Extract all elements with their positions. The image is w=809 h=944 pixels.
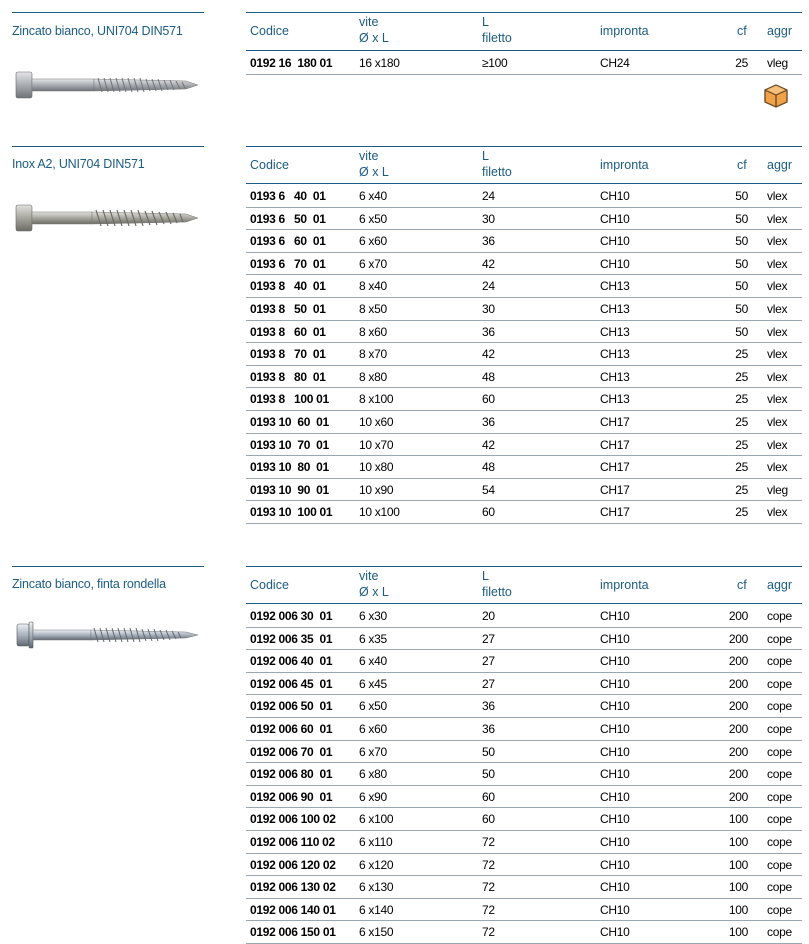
cell-aggr: cope <box>767 812 792 827</box>
cell-cf: 50 <box>735 302 748 316</box>
header-cf: cf <box>737 578 747 592</box>
table-row <box>246 694 802 718</box>
cell-cf: 25 <box>735 482 748 497</box>
cell-filetto: 60 <box>482 505 495 520</box>
cell-filetto: 72 <box>482 857 495 872</box>
cell-aggr: vlex <box>767 189 788 203</box>
header-filetto: filetto <box>482 585 512 599</box>
cell-filetto: 36 <box>482 699 495 714</box>
cell-impronta: CH17 <box>600 482 630 497</box>
cell-cf: 50 <box>735 279 748 294</box>
cell-filetto: 72 <box>482 925 495 940</box>
cell-codice: 0192 006 150 01 <box>250 925 336 940</box>
cell-aggr: cope <box>767 925 792 940</box>
cell-vite: 16 x180 <box>359 56 400 70</box>
cell-cf: 25 <box>735 415 748 429</box>
cell-vite: 10 x100 <box>359 505 400 520</box>
cell-filetto: 72 <box>482 902 495 917</box>
table-row <box>246 500 802 524</box>
cell-impronta: CH10 <box>600 609 630 623</box>
cell-filetto: 36 <box>482 324 495 339</box>
table-row <box>246 740 802 764</box>
cell-vite: 6 x120 <box>359 857 394 872</box>
cell-vite: 10 x90 <box>359 482 394 497</box>
cell-cf: 50 <box>735 256 748 271</box>
cell-cf: 50 <box>735 189 748 203</box>
cell-codice: 0192 006 140 01 <box>250 902 336 917</box>
section-title: Zincato bianco, UNI704 DIN571 <box>12 24 183 38</box>
cell-aggr: cope <box>767 880 792 895</box>
header-l: L <box>482 569 489 583</box>
cell-impronta: CH13 <box>600 302 630 316</box>
cell-impronta: CH10 <box>600 699 630 714</box>
cell-impronta: CH10 <box>600 211 630 226</box>
cell-cf: 100 <box>728 857 748 872</box>
cell-vite: 6 x45 <box>359 676 387 691</box>
cell-vite: 6 x90 <box>359 789 387 804</box>
cell-impronta: CH24 <box>600 56 630 70</box>
cell-codice: 0192 006 50 01 <box>250 699 333 714</box>
cell-vite: 6 x60 <box>359 234 387 249</box>
table-row <box>246 410 802 434</box>
table-top-rule <box>246 12 802 13</box>
cell-aggr: vlex <box>767 256 788 271</box>
cell-aggr: cope <box>767 654 792 669</box>
cell-aggr: vleg <box>767 56 788 70</box>
table-row <box>246 455 802 479</box>
cell-aggr: cope <box>767 857 792 872</box>
cell-codice: 0193 8 80 01 <box>250 369 326 384</box>
header-vite-dim: Ø x L <box>359 31 389 45</box>
table-top-rule <box>246 146 802 147</box>
cell-aggr: vlex <box>767 347 788 362</box>
cell-vite: 6 x80 <box>359 767 387 782</box>
cell-impronta: CH10 <box>600 234 630 249</box>
cell-aggr: cope <box>767 676 792 691</box>
cell-vite: 6 x30 <box>359 609 387 623</box>
cell-filetto: 30 <box>482 211 495 226</box>
cell-codice: 0192 006 40 01 <box>250 654 333 669</box>
cell-vite: 6 x70 <box>359 256 387 271</box>
cell-aggr: cope <box>767 631 792 646</box>
cell-codice: 0193 10 80 01 <box>250 460 329 475</box>
cell-aggr: vlex <box>767 211 788 226</box>
table-row <box>246 717 802 741</box>
cell-vite: 8 x60 <box>359 324 387 339</box>
cell-filetto: 60 <box>482 812 495 827</box>
table-row <box>246 649 802 673</box>
cell-vite: 8 x100 <box>359 392 394 407</box>
cell-cf: 100 <box>728 812 748 827</box>
cell-vite: 6 x140 <box>359 902 394 917</box>
cell-cf: 200 <box>728 631 748 646</box>
table-row <box>246 274 802 298</box>
table-row <box>246 387 802 411</box>
cell-vite: 6 x100 <box>359 812 394 827</box>
cell-cf: 200 <box>728 722 748 736</box>
cell-filetto: 72 <box>482 880 495 895</box>
cell-codice: 0193 8 40 01 <box>250 279 326 294</box>
header-l: L <box>482 149 489 163</box>
cell-codice: 0192 006 110 02 <box>250 835 335 849</box>
cell-aggr: cope <box>767 789 792 804</box>
cell-codice: 0193 6 40 01 <box>250 189 326 203</box>
header-vite: vite <box>359 15 379 29</box>
header-filetto: filetto <box>482 31 512 45</box>
cell-impronta: CH10 <box>600 789 630 804</box>
cell-impronta: CH17 <box>600 460 630 475</box>
table-row <box>246 365 802 389</box>
cell-codice: 0193 8 60 01 <box>250 324 326 339</box>
cell-codice: 0193 8 100 01 <box>250 392 329 407</box>
cell-vite: 10 x60 <box>359 415 394 429</box>
cell-codice: 0192 006 130 02 <box>250 880 336 895</box>
cell-vite: 6 x60 <box>359 722 387 736</box>
cell-filetto: 42 <box>482 437 495 452</box>
table-row <box>246 807 802 831</box>
cell-cf: 25 <box>735 392 748 407</box>
cell-aggr: vleg <box>767 482 788 497</box>
table-row <box>246 898 802 922</box>
cell-vite: 8 x50 <box>359 302 387 316</box>
cell-cf: 200 <box>728 789 748 804</box>
cell-cf: 200 <box>728 767 748 782</box>
cell-aggr: vlex <box>767 279 788 294</box>
cell-vite: 8 x70 <box>359 347 387 362</box>
cell-impronta: CH10 <box>600 902 630 917</box>
table-row <box>246 762 802 786</box>
cell-filetto: 54 <box>482 482 495 497</box>
cell-vite: 6 x35 <box>359 631 387 646</box>
header-codice: Codice <box>250 24 289 38</box>
cell-codice: 0192 006 30 01 <box>250 609 333 623</box>
table-row <box>246 51 802 75</box>
cell-impronta: CH10 <box>600 189 630 203</box>
cell-cf: 200 <box>728 654 748 669</box>
cell-filetto: 60 <box>482 392 495 407</box>
cell-vite: 6 x150 <box>359 925 394 940</box>
cell-aggr: vlex <box>767 505 788 520</box>
cell-codice: 0193 6 50 01 <box>250 211 326 226</box>
cell-codice: 0193 6 60 01 <box>250 234 326 249</box>
cell-vite: 6 x50 <box>359 699 387 714</box>
table-row <box>246 672 802 696</box>
cell-impronta: CH13 <box>600 324 630 339</box>
cell-impronta: CH10 <box>600 744 630 759</box>
table-top-rule <box>246 566 802 567</box>
cell-impronta: CH17 <box>600 505 630 520</box>
cell-cf: 25 <box>735 347 748 362</box>
cell-vite: 6 x110 <box>359 835 393 849</box>
header-l: L <box>482 15 489 29</box>
cell-filetto: 60 <box>482 789 495 804</box>
cell-aggr: vlex <box>767 392 788 407</box>
cell-filetto: 50 <box>482 767 495 782</box>
cell-cf: 100 <box>728 902 748 917</box>
cell-cf: 100 <box>728 925 748 940</box>
table-row <box>246 433 802 457</box>
header-aggr: aggr <box>767 24 793 38</box>
cell-filetto: 20 <box>482 609 495 623</box>
hex-lag-screw-icon <box>14 203 204 233</box>
cell-aggr: vlex <box>767 302 788 316</box>
header-impronta: impronta <box>600 24 649 38</box>
cell-aggr: cope <box>767 902 792 917</box>
cell-impronta: CH13 <box>600 347 630 362</box>
cell-aggr: cope <box>767 722 792 736</box>
header-aggr: aggr <box>767 578 793 592</box>
header-cf: cf <box>737 24 747 38</box>
header-vite-dim: Ø x L <box>359 165 389 179</box>
cell-filetto: ≥100 <box>482 56 508 70</box>
table-row <box>246 478 802 502</box>
cell-vite: 10 x80 <box>359 460 394 475</box>
cell-impronta: CH10 <box>600 925 630 940</box>
cell-aggr: vlex <box>767 437 788 452</box>
cell-codice: 0193 10 70 01 <box>250 437 329 452</box>
table-row <box>246 920 802 944</box>
cell-codice: 0192 006 60 01 <box>250 722 333 736</box>
cell-aggr: vlex <box>767 460 788 475</box>
cell-codice: 0193 8 70 01 <box>250 347 326 362</box>
cell-impronta: CH10 <box>600 812 630 827</box>
cell-filetto: 27 <box>482 654 495 669</box>
cell-aggr: cope <box>767 699 792 714</box>
cell-codice: 0192 006 90 01 <box>250 789 333 804</box>
cell-cf: 25 <box>735 505 748 520</box>
section-rule <box>12 12 204 13</box>
table-row <box>246 207 802 231</box>
header-codice: Codice <box>250 578 289 592</box>
cell-filetto: 36 <box>482 415 495 429</box>
table-row <box>246 785 802 809</box>
cell-codice: 0193 10 90 01 <box>250 482 329 497</box>
cell-filetto: 36 <box>482 234 495 249</box>
header-impronta: impronta <box>600 578 649 592</box>
cell-impronta: CH17 <box>600 415 630 429</box>
cell-impronta: CH10 <box>600 722 630 736</box>
table-row <box>246 627 802 651</box>
table-row <box>246 875 802 899</box>
cell-filetto: 50 <box>482 744 495 759</box>
cell-cf: 25 <box>735 460 748 475</box>
cell-codice: 0193 10 100 01 <box>250 505 333 520</box>
cell-filetto: 48 <box>482 369 495 384</box>
cell-cf: 200 <box>728 676 748 691</box>
table-row <box>246 604 802 628</box>
cell-aggr: cope <box>767 767 792 782</box>
cell-filetto: 30 <box>482 302 495 316</box>
cell-filetto: 48 <box>482 460 495 475</box>
header-vite-dim: Ø x L <box>359 585 389 599</box>
cell-vite: 6 x130 <box>359 880 394 895</box>
cell-impronta: CH10 <box>600 256 630 271</box>
table-row <box>246 320 802 344</box>
hex-lag-screw-icon <box>14 70 204 100</box>
cell-aggr: cope <box>767 835 792 849</box>
cell-filetto: 27 <box>482 631 495 646</box>
cell-cf: 50 <box>735 234 748 249</box>
cell-aggr: vlex <box>767 324 788 339</box>
cell-codice: 0193 6 70 01 <box>250 256 326 271</box>
cell-vite: 6 x50 <box>359 211 387 226</box>
header-codice: Codice <box>250 158 289 172</box>
flange-lag-screw-icon <box>14 620 204 650</box>
cell-vite: 6 x70 <box>359 744 387 759</box>
cell-impronta: CH10 <box>600 631 630 646</box>
cell-filetto: 42 <box>482 256 495 271</box>
cell-cf: 200 <box>728 699 748 714</box>
cell-filetto: 24 <box>482 279 495 294</box>
cell-vite: 10 x70 <box>359 437 394 452</box>
cell-cf: 25 <box>735 369 748 384</box>
table-row <box>246 229 802 253</box>
cell-filetto: 72 <box>482 835 495 849</box>
table-row <box>246 252 802 276</box>
cell-vite: 8 x80 <box>359 369 387 384</box>
cell-vite: 6 x40 <box>359 654 387 669</box>
cell-codice: 0193 8 50 01 <box>250 302 326 316</box>
header-vite: vite <box>359 149 379 163</box>
cell-codice: 0192 16 180 01 <box>250 56 333 70</box>
cell-filetto: 24 <box>482 189 495 203</box>
cell-codice: 0192 006 70 01 <box>250 744 333 759</box>
table-row <box>246 830 802 854</box>
header-vite: vite <box>359 569 379 583</box>
cell-aggr: vlex <box>767 369 788 384</box>
cell-filetto: 42 <box>482 347 495 362</box>
cell-cf: 50 <box>735 324 748 339</box>
cell-impronta: CH10 <box>600 857 630 872</box>
cell-impronta: CH10 <box>600 835 630 849</box>
cell-codice: 0192 006 100 02 <box>250 812 336 827</box>
cell-vite: 6 x40 <box>359 189 387 203</box>
cell-cf: 100 <box>728 835 748 849</box>
cell-cf: 200 <box>728 744 748 759</box>
cell-codice: 0192 006 80 01 <box>250 767 333 782</box>
header-cf: cf <box>737 158 747 172</box>
cell-impronta: CH10 <box>600 654 630 669</box>
cell-cf: 100 <box>728 880 748 895</box>
cell-cf: 50 <box>735 211 748 226</box>
section-title: Inox A2, UNI704 DIN571 <box>12 157 145 171</box>
section-rule <box>12 566 204 567</box>
header-impronta: impronta <box>600 158 649 172</box>
header-aggr: aggr <box>767 158 793 172</box>
cell-cf: 25 <box>735 437 748 452</box>
cell-codice: 0192 006 120 02 <box>250 857 336 872</box>
table-row <box>246 297 802 321</box>
cell-aggr: cope <box>767 609 792 623</box>
cell-codice: 0192 006 35 01 <box>250 631 333 646</box>
cell-codice: 0192 006 45 01 <box>250 676 333 691</box>
cell-filetto: 27 <box>482 676 495 691</box>
section-title: Zincato bianco, finta rondella <box>12 577 166 591</box>
cell-aggr: vlex <box>767 234 788 249</box>
table-row <box>246 342 802 366</box>
cell-impronta: CH13 <box>600 369 630 384</box>
table-row <box>246 184 802 208</box>
section-rule <box>12 146 204 147</box>
cell-impronta: CH13 <box>600 279 630 294</box>
table-row <box>246 853 802 877</box>
cell-vite: 8 x40 <box>359 279 387 294</box>
cell-filetto: 36 <box>482 722 495 736</box>
cell-impronta: CH10 <box>600 880 630 895</box>
header-filetto: filetto <box>482 165 512 179</box>
cell-impronta: CH13 <box>600 392 630 407</box>
cell-cf: 200 <box>728 609 748 623</box>
cell-aggr: cope <box>767 744 792 759</box>
cell-impronta: CH17 <box>600 437 630 452</box>
cell-impronta: CH10 <box>600 767 630 782</box>
cell-aggr: vlex <box>767 415 788 429</box>
cell-cf: 25 <box>735 56 748 70</box>
box-icon <box>763 83 789 109</box>
cell-impronta: CH10 <box>600 676 630 691</box>
cell-codice: 0193 10 60 01 <box>250 415 329 429</box>
